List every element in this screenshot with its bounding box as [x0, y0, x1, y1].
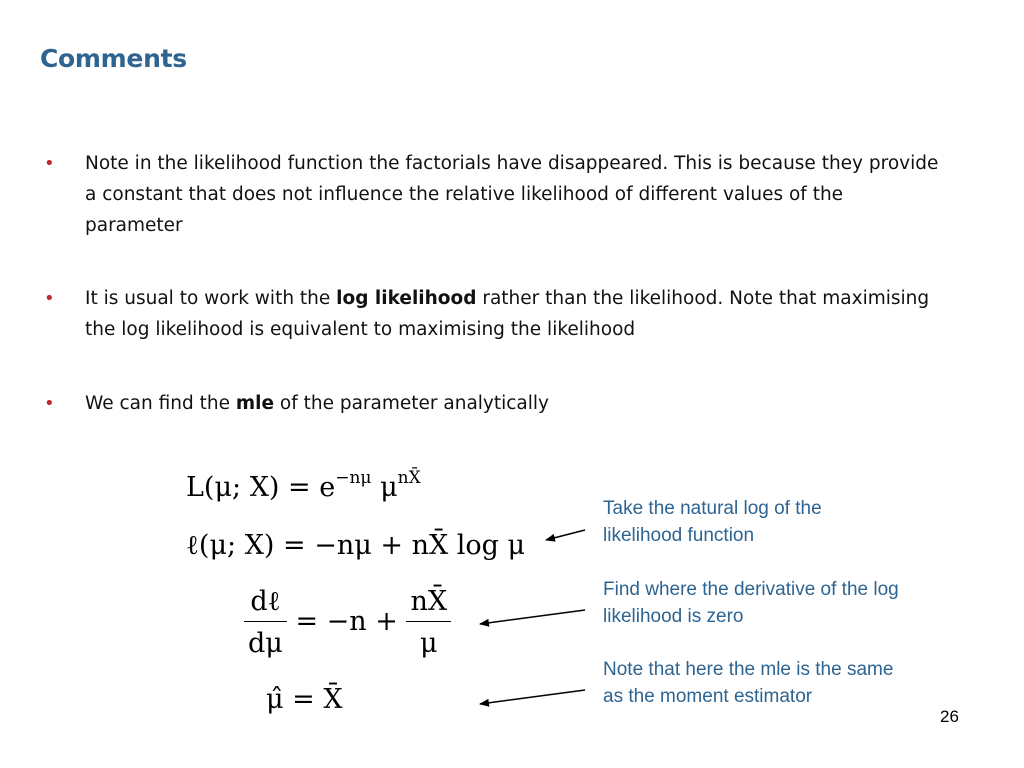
fraction-numerator: nX̄ — [410, 586, 448, 617]
fraction-numerator: dℓ — [250, 586, 281, 617]
equation-base: μ — [380, 472, 398, 503]
note-moment-estimator: Note that here the mle is the same as the moment estimator — [603, 659, 894, 707]
log-likelihood-equation: ℓ(μ; X) = −nμ + nX̄ log μ — [186, 530, 526, 561]
equation-exponent: nX̄ — [397, 468, 421, 488]
slide-title: Comments — [40, 44, 187, 73]
bullet-dot-icon: • — [44, 153, 55, 174]
page-number: 26 — [940, 707, 959, 726]
arrow-to-log-likelihood — [546, 530, 585, 540]
bullet-dot-icon: • — [44, 288, 55, 309]
bullet-text-pre: It is usual to work with the — [85, 288, 337, 309]
bullet-text: Note in the likelihood function the factorials have disappeared. This is because they provide a constant that does not influence the relative likelihood of different values of the parameter — [85, 153, 939, 236]
mle-equation: μ̂ = X̄ — [266, 684, 343, 715]
bullet-text-bold: log likelihood — [336, 288, 477, 309]
equation-middle: = −n + — [295, 606, 398, 637]
equation-lhs: L(μ; X) = e — [186, 472, 336, 503]
bullet-text-post: of the parameter analytically — [274, 393, 549, 414]
fraction-denominator: μ — [406, 621, 451, 659]
bullet-text-bold: mle — [235, 393, 274, 414]
equation-exponent: −nμ — [335, 468, 372, 488]
bullet-text-pre: We can find the — [85, 393, 236, 414]
note-derivative: Find where the derivative of the log likelihood is zero — [603, 579, 899, 627]
fraction-denominator: dμ — [244, 621, 287, 659]
note-natural-log: Take the natural log of the likelihood function — [603, 498, 822, 546]
arrow-to-mle — [480, 690, 585, 704]
bullet-dot-icon: • — [44, 393, 55, 414]
bullet-text-post: rather than the likelihood. Note that maximising the log likelihood is equivalent to maximising the likelihood — [85, 288, 930, 340]
arrow-to-derivative — [480, 610, 585, 624]
